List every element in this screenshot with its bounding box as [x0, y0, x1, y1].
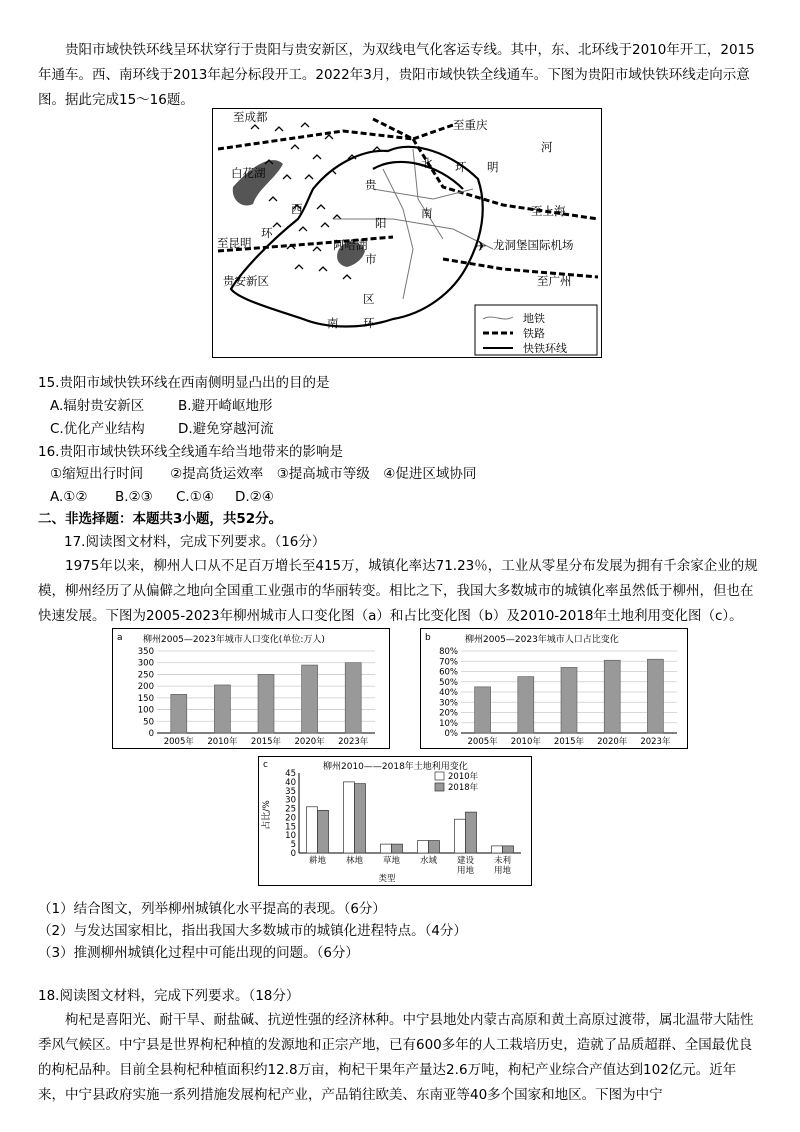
q17-stem: 17.阅读图文材料，完成下列要求。（16分） [64, 534, 326, 550]
chart-b-panel-letter: b [425, 633, 431, 643]
chart-b-bar [518, 677, 534, 733]
q15-stem: 15.贵阳市域快铁环线在西南侧明显凸出的目的是 [38, 375, 330, 391]
chart-b-bar [475, 687, 491, 733]
chart-c-svg [259, 757, 531, 885]
chart-c-ytick: 15 [285, 822, 296, 833]
map-legend [475, 305, 597, 355]
chart-a-bar [345, 663, 361, 733]
legend-railway: 铁路 [523, 327, 545, 340]
chart-c-bar [381, 844, 392, 853]
chart-a-xtick: 2020年 [294, 737, 325, 747]
chart-b-ytick: 30% [439, 698, 458, 709]
q15-option-d[interactable]: D.避免穿越河流 [178, 421, 274, 437]
airplane-icon: ✈ [475, 239, 487, 255]
chart-a-svg [113, 629, 389, 748]
chart-c-ytick: 0 [290, 849, 296, 859]
chart-c-bar [307, 807, 318, 853]
map-label-bei: 北 [421, 156, 433, 170]
map-label-chengdu: 至成都 [233, 110, 268, 124]
chart-b-ytick: 80% [439, 647, 458, 657]
chart-c-bar [466, 812, 477, 853]
chart-c-xtick: 未利 [493, 856, 512, 866]
chart-a-ytick: 350 [137, 647, 154, 657]
q16-stem: 16.贵阳市域快铁环线全线通车给当地带来的影响是 [38, 444, 343, 460]
chart-b-ytick: 50% [439, 677, 458, 688]
chart-c-frame [258, 756, 532, 886]
chart-b-xtick: 2023年 [640, 737, 671, 747]
chart-a-ytick: 250 [137, 670, 154, 681]
map-label-guangzhou: 至广州 [537, 274, 572, 288]
map-label-baihuahu: 白花湖 [231, 166, 266, 180]
chart-a-bar [171, 694, 187, 733]
chart-c-legend-label: 2010年 [448, 772, 479, 782]
chart-b-ytick: 70% [439, 657, 458, 668]
map-label-guian: 贵安新区 [223, 274, 269, 288]
chart-c-xtick: 林地 [345, 856, 364, 866]
chart-b-ytick: 0% [444, 729, 458, 739]
intro-paragraph: 贵阳市域快铁环线呈环状穿行于贵阳与贵安新区，为双线电气化客运专线。其中，东、北环线于2010年开工，2015年通车。西、南环线于2013年起分标段开工。2022年3月，贵阳市域快铁全线通车。下图为贵阳市域快铁环线走向示意图。据此完成15～16题。 [38, 42, 755, 108]
q16-option-d[interactable]: D.②④ [235, 489, 274, 505]
q17-sub2: （2）与发达国家相比，指出我国大多数城市的城镇化进程特点。（4分） [38, 923, 467, 939]
chart-b-bar [561, 667, 577, 733]
chart-b-xtick: 2005年 [467, 737, 498, 747]
chart-c-bar [344, 782, 355, 853]
map-label-he: 河 [541, 140, 553, 154]
chart-a-title: 柳州2005—2023年城市人口变化(单位:万人) [143, 635, 325, 645]
chart-c-title: 柳州2010——2018年土地利用变化 [323, 762, 468, 772]
chart-c-ytick: 30 [285, 795, 296, 806]
chart-a-bar [214, 685, 230, 733]
chart-c-ytick: 45 [285, 769, 296, 779]
chart-a-xtick: 2005年 [163, 737, 194, 747]
chart-c-bar [492, 846, 503, 853]
chart-c-ytick: 20 [285, 813, 296, 824]
chart-c-xtick: 草地 [382, 856, 401, 866]
chart-a-xtick: 2010年 [207, 737, 238, 747]
chart-b-frame [420, 628, 688, 749]
q18-material: 枸杞是喜阳光、耐干旱、耐盐碱、抗逆性强的经济林种。中宁县地处内蒙古高原和黄土高原过渡带，属北温带大陆性季风气候区。中宁县是世界枸杞种植的发源地和正宗产地，已有600多年的人工栽培历史，造就了品质超群、全国最优良的枸杞品种。目前全县枸杞种植面积约12.8万亩，枸杞干果年产量达2.6万吨，枸杞产业综合产值达到102亿元。近年来，中宁县政府实施一系列措施发展枸杞产业，产品销往欧美、东南亚等40多个国家和地区。下图为中宁 [38, 1012, 754, 1103]
chart-c-ylabel: 占比/% [262, 800, 272, 830]
chart-c-xtick: 水域 [419, 856, 438, 866]
chart-c-ytick: 40 [285, 777, 296, 788]
chart-a-ytick: 50 [143, 717, 154, 728]
chart-a-ytick: 200 [137, 682, 154, 693]
chart-a-xtick: 2015年 [250, 737, 282, 747]
chart-b-xtick: 2010年 [510, 737, 541, 747]
chart-a-ytick: 0 [148, 729, 154, 739]
chart-a-bar [258, 674, 274, 733]
chart-c-legend-label: 2018年 [448, 783, 479, 793]
map-label-qu: 区 [363, 292, 375, 306]
chart-b-ytick: 60% [439, 667, 458, 678]
chart-c-xtick: 建设 [456, 856, 475, 866]
map-label-huan3: 环 [363, 316, 375, 330]
q15-option-a[interactable]: A.辐射贵安新区 [50, 398, 145, 414]
map-label-shi: 市 [365, 252, 377, 266]
chart-a-xtick: 2023年 [338, 737, 369, 747]
q16-items: ①缩短出行时间 ②提高货运效率 ③提高城市等级 ④促进区域协同 [50, 466, 477, 482]
q16-option-b[interactable]: B.②③ [115, 489, 153, 505]
q17-sub3: （3）推测柳州城镇化过程中可能出现的问题。（6分） [38, 945, 359, 961]
q18-stem: 18.阅读图文材料，完成下列要求。（18分） [38, 988, 300, 1004]
map-label-shanghai: 至上海 [531, 204, 566, 218]
chart-c-xtick: 用地 [493, 866, 512, 876]
map-label-nan1: 南 [421, 206, 433, 220]
q16-option-a[interactable]: A.①② [50, 489, 88, 505]
map-label-huan2: 环 [261, 226, 273, 240]
legend-ring: 快铁环线 [523, 342, 567, 355]
map-label-ming: 明 [487, 160, 499, 174]
chart-b-bar [604, 660, 620, 733]
map-label-ahahu: 阿哈湖 [333, 238, 368, 252]
chart-a-ytick: 100 [137, 705, 154, 716]
chart-b-bar [647, 659, 663, 733]
chart-b-ytick: 10% [439, 718, 458, 729]
chart-c-bar [455, 819, 466, 853]
chart-c-ytick: 5 [290, 840, 296, 851]
chart-c-xtick: 耕地 [308, 856, 327, 866]
map-label-airport: 龙洞堡国际机场 [493, 238, 574, 252]
chart-a-panel-letter: a [117, 633, 123, 643]
map-label-huan1: 环 [455, 160, 467, 174]
chart-c-ytick: 35 [285, 786, 296, 797]
chart-c-legend-swatch [435, 783, 444, 791]
q17-material: 1975年以来，柳州人口从不足百万增长至415万，城镇化率达71.23％，工业从零星分布发展为拥有千余家企业的规模，柳州经历了从偏僻之地向全国重工业强市的华丽转变。相比之下，我国大多数城市的城镇化率虽然低于柳州，但也在快速发展。下图为2005-2023年柳州城市人口变化图（a）和占比变化图（b）及2010-2018年土地利用变化图（c）。 [38, 558, 758, 624]
q15-option-c[interactable]: C.优化产业结构 [50, 421, 145, 437]
chart-c-xlabel: 类型 [378, 874, 396, 884]
chart-c-legend-swatch [435, 772, 444, 780]
legend-subway: 地铁 [523, 312, 545, 325]
chart-c-ytick: 25 [285, 804, 296, 815]
map-label-yang: 阳 [375, 216, 387, 230]
map-label-kunming: 至昆明 [217, 236, 252, 250]
q17-sub1: （1）结合图文，列举柳州城镇化水平提高的表现。（6分） [38, 901, 386, 917]
chart-b-xtick: 2020年 [597, 737, 628, 747]
chart-b-title: 柳州2005—2023年城市人口占比变化 [465, 635, 619, 645]
chart-b-ytick: 20% [439, 708, 458, 719]
chart-a-ytick: 300 [137, 658, 154, 669]
section-2-title: 二、非选择题：本题共3小题，共52分。 [38, 511, 283, 527]
chart-a-bar [302, 665, 318, 733]
map-label-nan2: 南 [327, 316, 339, 330]
chart-c-bar [355, 784, 366, 853]
map-label-xi: 西 [291, 202, 303, 216]
chart-c-bar [318, 810, 329, 853]
chart-a-frame [112, 628, 390, 749]
q16-option-c[interactable]: C.①④ [176, 489, 214, 505]
chart-c-panel-letter: c [263, 760, 268, 770]
chart-c-bar [429, 841, 440, 853]
q15-option-b[interactable]: B.避开崎岖地形 [178, 398, 273, 414]
chart-c-bar [418, 841, 429, 853]
chart-c-xtick: 用地 [456, 866, 475, 876]
chart-b-svg [421, 629, 687, 748]
chart-c-bar [503, 846, 514, 853]
map-label-chongqing: 至重庆 [453, 118, 488, 132]
chart-b-ytick: 40% [439, 688, 458, 698]
chart-c-bar [392, 844, 403, 853]
chart-b-xtick: 2015年 [553, 737, 585, 747]
map-svg [213, 109, 601, 357]
guiyang-ring-map [212, 108, 602, 358]
map-label-gui: 贵 [365, 178, 377, 192]
chart-a-ytick: 150 [137, 693, 154, 704]
chart-c-ytick: 10 [285, 831, 296, 842]
